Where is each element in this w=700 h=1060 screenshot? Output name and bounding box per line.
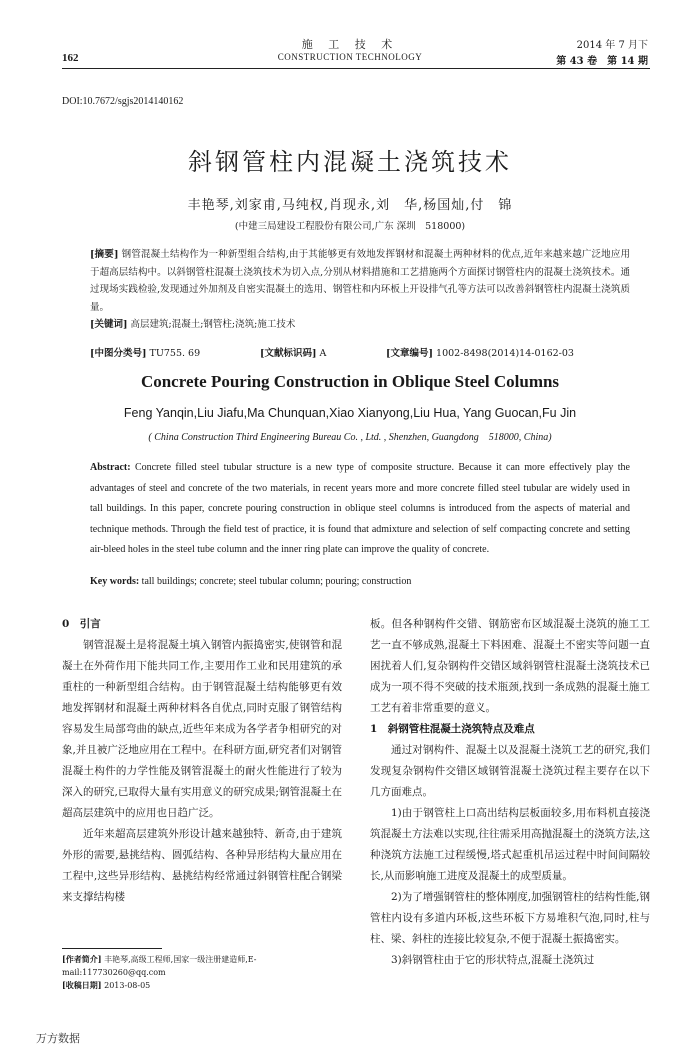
doi: DOI:10.7672/sgjs2014140162 <box>62 96 184 107</box>
keywords-en-label: Key words: <box>90 576 140 587</box>
received-date-label: [收稿日期] <box>62 980 102 990</box>
body-left-column <box>62 614 342 908</box>
abstract-cn <box>90 246 630 334</box>
article-no-value: 1002-8498(2014)14-0162-03 <box>436 348 574 359</box>
paper-title-cn: 斜钢管柱内混凝土浇筑技术 <box>188 148 512 176</box>
received-date-text: 2013-08-05 <box>104 981 151 990</box>
journal-name-en: CONSTRUCTION TECHNOLOGY <box>277 52 423 62</box>
section-heading-intro: 0 引言 <box>62 618 101 630</box>
watermark: 万方数据 <box>36 1033 80 1045</box>
page-number: 162 <box>62 52 79 64</box>
keywords-cn-label: [关键词] <box>90 319 128 330</box>
body-paragraph: 1)由于钢管柱上口高出结构层板面较多,用布料机直接浇筑混凝土方法难以实现,往往需采用高抛混凝土的浇筑方法,这种浇筑方法施工过程缓慢,塔式起重机吊运过程中时间间隔较长,从而影响施工进度及混凝土的成型质量。 <box>370 807 650 882</box>
author-bio-text: 丰艳琴,高级工程师,国家一级注册建造师,E-mail:117730260@qq.com <box>62 955 257 977</box>
body-right-column <box>370 614 650 971</box>
keywords-en <box>90 576 630 587</box>
issue-volume: 第 43 卷 第 14 期 <box>556 56 648 67</box>
header-rule <box>62 68 650 69</box>
abstract-cn-text: 钢管混凝土结构作为一种新型组合结构,由于其能够更有效地发挥钢材和混凝土两种材料的优点,近年来越来越广泛地应用于超高层结构中。以斜钢管柱混凝土浇筑技术为切入点,分别从材料措施和工艺措施两个方面探讨钢管柱内的混凝土浇筑技术。通过现场实践检验,发现通过外加剂及自密实混凝土的选用、钢管柱和内环板上开设排气孔等方法可以改善斜钢管柱内混凝土浇筑质量。 <box>90 249 630 313</box>
abstract-cn-label: [摘要] <box>90 249 119 260</box>
paper-title-en: Concrete Pouring Construction in Oblique Steel Columns <box>140 372 560 391</box>
body-paragraph: 2)为了增强钢管柱的整体刚度,加强钢管柱的结构性能,钢管柱内设有多道内环板,这些环板下方易堆积气泡,同时,柱与柱、梁、斜柱的连接比较复杂,不便于混凝土振捣密实。 <box>370 891 650 945</box>
author-bio-label: [作者简介] <box>62 954 102 964</box>
affiliation-en: ( China Construction Third Engineering Bureau Co. , Ltd. , Shenzhen, Guangdong 518000, China) <box>148 432 552 443</box>
affiliation-cn: (中建三局建设工程股份有限公司,广东 深圳 518000) <box>234 221 466 232</box>
body-paragraph: 板。但各种钢构件交错、钢筋密布区域混凝土浇筑的施工工艺一直不够成熟,混凝土下料困难、混凝土不密实等问题一直困扰着人们,复杂钢构件交错区域斜钢管柱混凝土浇筑技术已成为一项不得不突破的技术瓶颈,找到一条成熟的混凝土施工工艺有着非常重要的意义。 <box>370 618 650 714</box>
keywords-cn-text: 高层建筑;混凝土;钢管柱;浇筑;施工技术 <box>130 319 296 330</box>
keywords-en-text: tall buildings; concrete; steel tubular column; pouring; construction <box>141 576 412 587</box>
doc-code-label: [文献标识码] <box>260 348 317 359</box>
abstract-en-label: Abstract: <box>90 462 131 473</box>
issue-date: 2014 年 7 月下 <box>576 40 648 51</box>
journal-name-cn: 施 工 技 术 <box>301 38 399 51</box>
doc-code-value: A <box>319 348 327 359</box>
footnote <box>62 953 342 992</box>
authors-en: Feng Yanqin,Liu Jiafu,Ma Chunquan,Xiao Xianyong,Liu Hua, Yang Guocan,Fu Jin <box>123 406 577 420</box>
abstract-en-text: Concrete filled steel tubular structure is a new type of composite structure. Because it can more effectively play the advantages of steel and concrete of the two materials, in recent years more and more concrete filled steel tubular are widely used in tall buildings. In this paper, concrete pouring construction in oblique steel columns is introduced from the aspects of material and technique methods. Through the field test of practice, it is found that admixture and selection of self compacting concrete and setting air-bleed holes in the steel tube column and the inner ring plate can improve the quality of concrete. <box>90 462 630 555</box>
clc-label: [中图分类号] <box>90 348 147 359</box>
body-paragraph: 近年来超高层建筑外形设计越来越独特、新奇,由于建筑外形的需要,悬挑结构、圆弧结构、各种异形结构大量应用在工程中,这些异形结构、悬挑结构经常通过斜钢管柱配合钢梁来支撑结构楼 <box>62 828 342 903</box>
clc-value: TU755. 69 <box>149 348 201 359</box>
body-paragraph: 通过对钢构件、混凝土以及混凝土浇筑工艺的研究,我们发现复杂钢构件交错区域钢管混凝土浇筑过程主要存在以下几方面难点。 <box>370 744 650 798</box>
body-paragraph: 钢管混凝土是将混凝土填入钢管内振捣密实,使钢管和混凝土在外荷作用下能共同工作,主要用作工业和民用建筑的承重柱的一种新型组合结构。由于钢管混凝土结构能够更有效地发挥钢材和混凝土两种材料各自优点,同时克服了钢管结构容易发生局部弯曲的缺点,近些年来成为各学者争相研究的对象,并且被广泛地应用在工程中。在科研方面,研究者们对钢管混凝土构件的力学性能及钢管混凝土的耐火性能进行了较为深入的研究,已取得大量有实用意义的研究成果;钢管混凝土在超高层建筑中的应用也日趋广泛。 <box>62 639 342 819</box>
section-heading-1: 1 斜钢管柱混凝土浇筑特点及难点 <box>370 723 535 735</box>
authors-cn: 丰艳琴,刘家甫,马纯权,肖现永,刘 华,杨国灿,付 锦 <box>187 198 513 213</box>
article-no-label: [文章编号] <box>386 348 433 359</box>
body-paragraph: 3)斜钢管柱由于它的形状特点,混凝土浇筑过 <box>391 954 595 966</box>
footnote-rule <box>62 948 162 949</box>
abstract-en <box>90 458 630 561</box>
